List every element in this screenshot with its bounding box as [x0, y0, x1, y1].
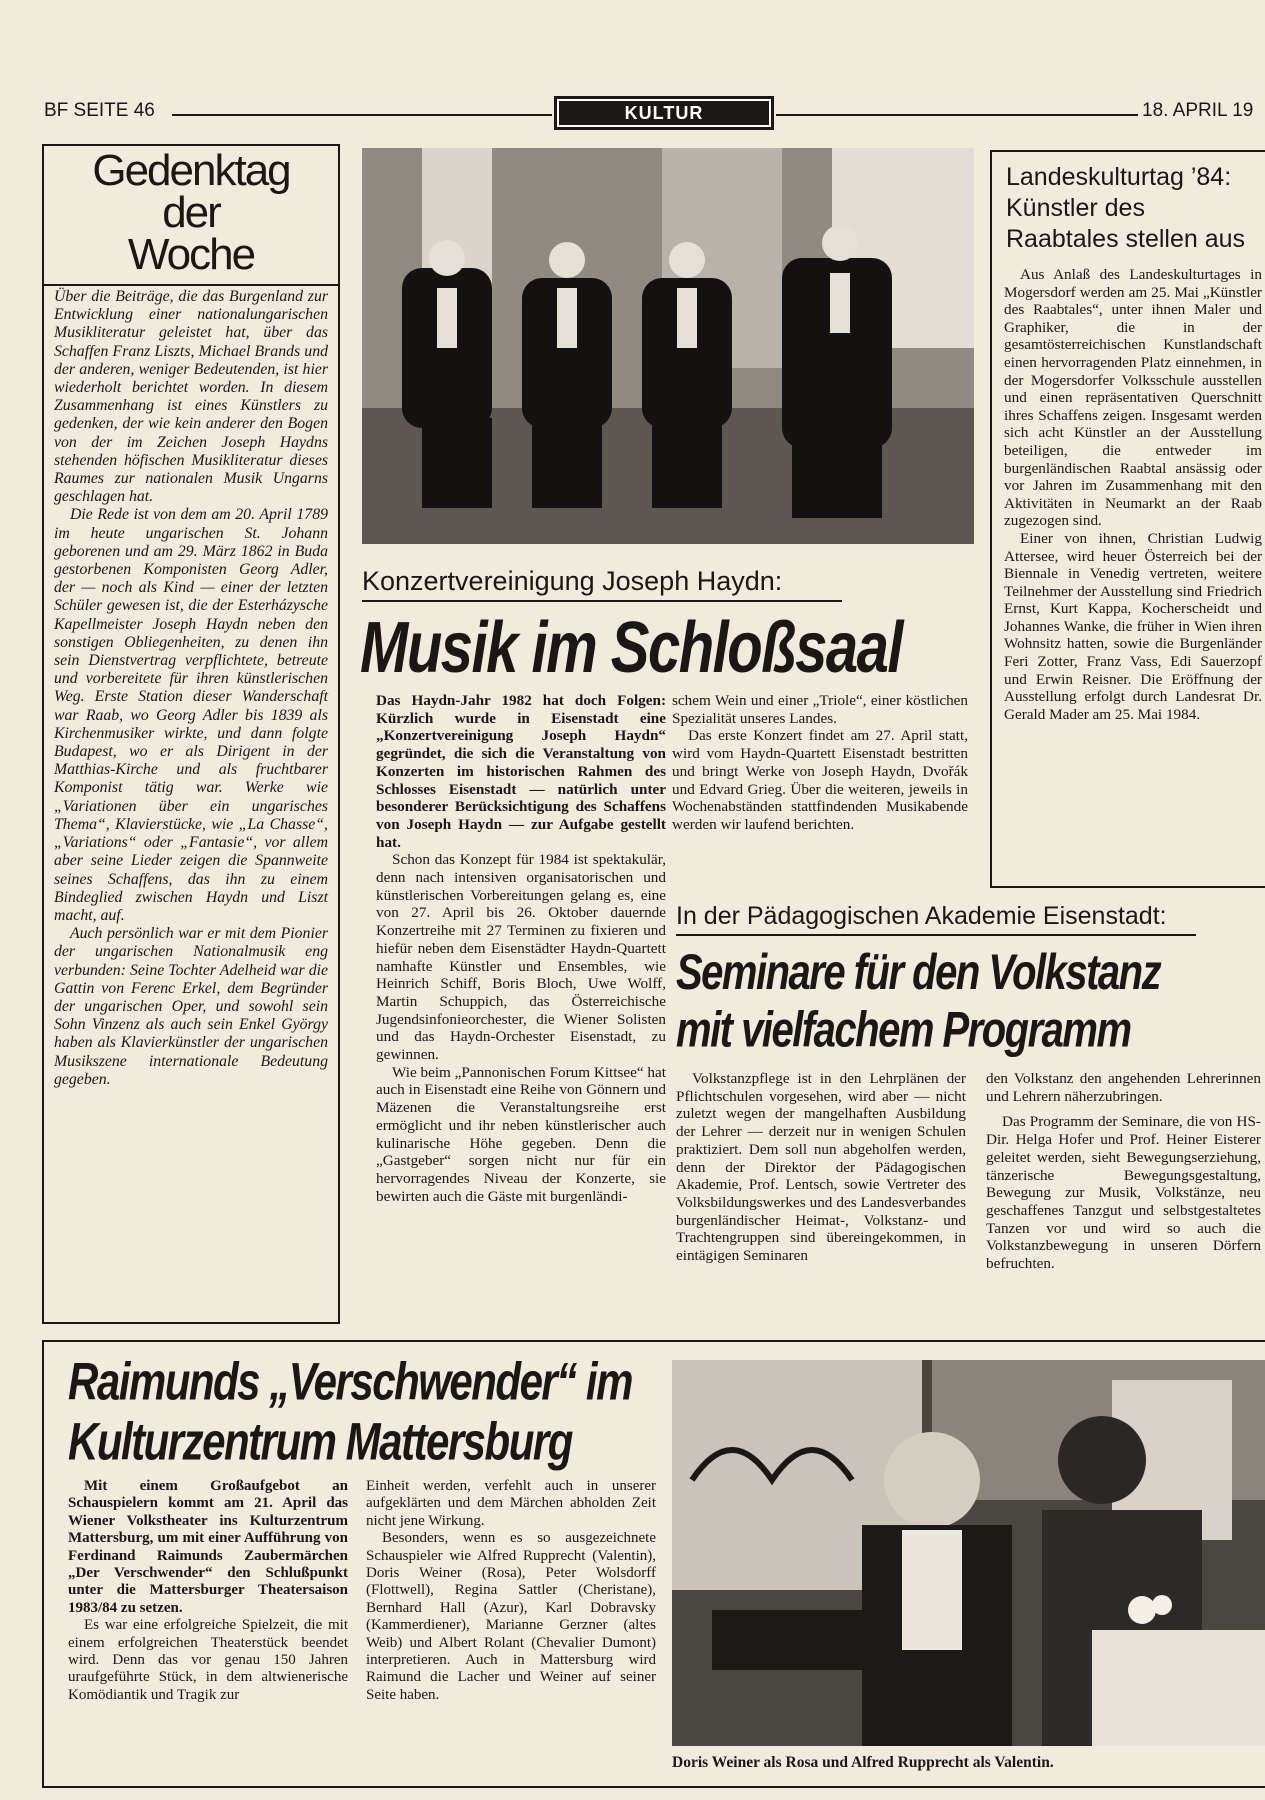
page-date: 18. APRIL 19	[1142, 100, 1254, 121]
volkstanz-paragraph: den Volkstanz den angehenden Lehrerinnen und Lehrern näherzubringen.	[986, 1070, 1261, 1105]
raimund-column-1	[68, 1478, 348, 1704]
raimund-lead: Mit einem Großaufgebot an Schauspielern kommt am 21. April das Wiener Volkstheater ins Kulturzentrum Mattersburg, um mit einer Aufführung von Ferdinand Raimunds Zaubermärchen „Der Verschwender“ den Schlußpunkt unter die Mattersburger Theatersaison 1983/84 zu setzen.	[68, 1478, 348, 1616]
page-number: BF SEITE 46	[44, 100, 155, 121]
theater-photo	[672, 1360, 1265, 1746]
haydn-headline: Musik im Schloßsaal	[360, 607, 903, 689]
gedenktag-body	[54, 288, 328, 1089]
gedenktag-paragraph: Die Rede ist von dem am 20. April 1789 im heute ungarischen St. Johann geborenen und am 29. März 1862 in Buda gestorbenen Komponisten Georg Adler, der — noch als Kind — einer der letzten Schüler gewesen ist, die der Esterházysche Kapellmeister Joseph Haydn neben den sonstigen Obliegenheiten, zu denen ihn sein Dienstvertrag verpflichtete, betreute und vorbereitete für ihren künstlerischen Weg. Erste Station dieser Wanderschaft war Raab, wo Georg Adler bis 1839 als Kirchenmusiker wirkte, und dann folgte Budapest, wo er als Dirigent in der Matthias-Kirche und als fruchtbarer Komponist tätig war. Werke wie „Variationen über ein ungarisches Thema“, Klavierstücke, wie „La Chasse“, „Variations“ oder „Fantasie“, vor allem aber seine Lieder zeigen die Spannweite seines Schaffens, das ihn zu einem Bindeglied zwischen Haydn und Liszt macht, auf.	[54, 506, 328, 924]
theater-photo-image	[672, 1360, 1265, 1746]
volkstanz-headline-line2: mit vielfachem Programm	[676, 1002, 1131, 1058]
gedenktag-paragraph: Über die Beiträge, die das Burgenland zur Entwicklung einer nationalungarischen Musikliteratur geleistet hat, über das Schaffen Franz Liszts, Michael Brands und der anderen, weniger Bedeutenden, ist hier wiederholt berichtet worden. In diesem Zusammenhang ist eines Künstlers zu gedenken, der wie kein anderer den Bogen von der im Zeichen Joseph Haydns stehenden höfischen Musikliteratur dieses Raumes zur nationalen Musik Ungarns geschlagen hat.	[54, 288, 328, 506]
theater-photo-caption: Doris Weiner als Rosa und Alfred Rupprecht als Valentin.	[672, 1754, 1054, 1771]
volkstanz-paragraph: Volkstanzpflege ist in den Lehrplänen der Pflichtschulen vorgesehen, wird aber — nicht zuletzt wegen der mangelhaften Ausbildung der Lehrer — derzeit nur in wenigen Schulen praktiziert. Dem soll nun abgeholfen werden, denn der Direktor der Pädagogischen Akademie, Prof. Lentsch, sowie Vertreter des Volksbildungswerkes und des Landesverbandes burgenländischer Heimat-, Volkstanz- und Trachtengruppen sind übereingekommen, in eintägigen Seminaren	[676, 1070, 966, 1265]
haydn-kicker: Konzertvereinigung Joseph Haydn:	[362, 566, 783, 596]
raimund-headline-line2: Kulturzentrum Mattersburg	[68, 1412, 572, 1471]
section-label-text: KULTUR	[559, 101, 769, 125]
raimund-paragraph: Es war eine erfolgreiche Spielzeit, die mit einem erfolgreichen Theaterstück beendet wird. Denn das vor genau 150 Jahren uraufgeführte Stück, in dem altwienerische Komödiantik und Tragik zur	[68, 1617, 348, 1703]
landeskulturtag-headline: Landeskulturtag ’84: Künstler des Raabtales stellen aus	[1006, 163, 1246, 253]
gedenktag-box	[42, 144, 340, 1324]
volkstanz-kicker: In der Pädagogischen Akademie Eisenstadt:	[676, 902, 1167, 930]
haydn-kicker-rule	[362, 600, 842, 602]
haydn-paragraph: Wie beim „Pannonischen Forum Kittsee“ hat auch in Eisenstadt eine Reihe von Gönnern und Mäzenen die Veranstaltungsreihe erst ermöglicht und ihr neben künstlerischer auch kulinarische Höhe gegeben. Denn die „Gastgeber“ sorgen nicht nur für ein hervorragendes Niveau der Konzerte, sie bewirten auch die Gäste mit burgenländi-	[376, 1063, 666, 1205]
haydn-lead: Das Haydn-Jahr 1982 hat doch Folgen: Kürzlich wurde in Eisenstadt eine „Konzertvereinigung Joseph Haydn“ gegründet, die sich die Veranstaltung von Konzerten im historischen Rahmen des Schlosses Eisenstadt — natürlich unter besonderer Berücksichtigung des Schaffens von Joseph Haydn — zur Aufgabe gestellt hat.	[376, 692, 666, 851]
gedenktag-title-line3: Woche	[127, 230, 255, 279]
volkstanz-kicker-rule	[676, 934, 1196, 936]
volkstanz-column-2	[986, 1070, 1261, 1273]
section-label	[554, 96, 774, 130]
landeskulturtag-paragraph: Aus Anlaß des Landeskulturtages in Mogersdorf werden am 25. Mai „Künstler des Raabtales“, unter ihnen Maler und Graphiker, die in der gesamtösterreichischen Kunstlandschaft einen hervorragenden Platz einnehmen, in der Mogersdorfer Volksschule ausstellen und einen repräsentativen Querschnitt ihres Schaffens zeigen. Insgesamt werden sich acht Künstler an der Ausstellung beteiligen, die entweder im burgenländischen Raabtal ansässig oder vor Jahren im Zusammenhang mit den Aktivitäten in Neumarkt an der Raab zugezogen sind.	[1004, 266, 1262, 530]
volkstanz-headline	[676, 944, 1236, 1059]
volkstanz-column-1	[676, 1070, 966, 1265]
landeskulturtag-box	[990, 150, 1265, 888]
gedenktag-paragraph: Auch persönlich war er mit dem Pionier der ungarischen Nationalmusik eng verbunden: Seine Tochter Adelheid war die Gattin von Ferenc Erkel, dem Begründer der ungarischen Oper, und sowohl sein Sohn Vinzenz als auch sein Enkel György haben als Klavierkünstler der ungarischen Musikszene internationale Bedeutung gegeben.	[54, 925, 328, 1088]
raimund-headline	[68, 1352, 668, 1472]
header-rule-left	[172, 114, 552, 116]
gedenktag-title-line1: Gedenktag	[92, 146, 290, 195]
raimund-box	[42, 1340, 1265, 1788]
landeskulturtag-paragraph: Einer von ihnen, Christian Ludwig Attersee, wird heuer Österreich bei der Biennale in Venedig vertreten, weitere Teilnehmer der Ausstellung sind Friedrich Ernst, Kurt Kappa, Kocherscheidt und Johannes Wanke, die früher in Wien ihren Wohnsitz hatten, sowie die Burgenländer Feri Zotter, Franz Vass, Edi Sauerzopf und Erwin Reisner. Die Eröffnung der Ausstellung erfolgt durch Landesrat Dr. Gerald Mader am 25. Mai 1984.	[1004, 529, 1262, 723]
haydn-column-2	[672, 692, 968, 834]
raimund-paragraph: Einheit werden, verfehlt auch in unserer aufgeklärten und dem Märchen abholden Zeit nicht jene Wirkung.	[366, 1478, 656, 1529]
header-rule-right	[776, 114, 1138, 116]
raimund-headline-line1: Raimunds „Verschwender“ im	[68, 1352, 632, 1411]
haydn-paragraph: schem Wein und einer „Triole“, einer köstlichen Spezialität unseres Landes.	[672, 692, 968, 727]
raimund-column-2	[366, 1478, 656, 1704]
quartet-photo-image	[362, 148, 974, 544]
haydn-paragraph: Schon das Konzept für 1984 ist spektakulär, denn nach intensiven organisatorischen und künstlerischen Vorbereitungen gelang es, eine von 27. April bis 26. Oktober dauernde Konzertreihe mit 27 Terminen zu fixieren und hiefür neben dem Eisenstädter Haydn-Quartett namhafte Künstler und Ensembles, wie Heinrich Schiff, Boris Bloch, Uwe Wolff, Martin Schuppich, das Österreichische Jugendsinfonieorchester, die Wiener Solisten und das Haydn-Orchester Eisenstadt, zu gewinnen.	[376, 851, 666, 1064]
landeskulturtag-body	[1004, 266, 1262, 723]
gedenktag-title-line2: der	[162, 188, 220, 237]
haydn-column-1	[376, 692, 666, 1205]
raimund-paragraph: Besonders, wenn es so ausgezeichnete Schauspieler wie Alfred Rupprecht (Valentin), Doris Weiner (Rosa), Peter Wolsdorff (Flottwell), Regina Sattler (Cheristane), Bernhard Hall (Azur), Karl Dobravsky (Kammerdiener), Marianne Gerzner (altes Weib) und Albert Rolant (Chevalier Dumont) interpretieren. Auch in Mattersburg wird Raimund die Lacher und Weiner auf seiner Seite haben.	[366, 1530, 656, 1703]
haydn-paragraph: Das erste Konzert findet am 27. April statt, wird vom Haydn-Quartett Eisenstadt bestritten und bringt Werke von Joseph Haydn, Dvořák und Edvard Grieg. Über die weiteren, jeweils in Wochenabständen stattfindenden Musikabende werden wir laufend berichten.	[672, 727, 968, 833]
volkstanz-paragraph: Das Programm der Seminare, die von HS-Dir. Helga Hofer und Prof. Heiner Eisterer geleitet werden, sieht Bewegungserziehung, tänzerische Bewegungsgestaltung, Bewegung zur Musik, Volkstänze, neu geschaffenes Tanzgut und selbstgestaltetes Tanzen vor und wird so auch die Volkstanzbewegung in unseren Dörfern befruchten.	[986, 1113, 1261, 1273]
quartet-photo	[362, 148, 974, 544]
gedenktag-title	[44, 146, 338, 286]
volkstanz-headline-line1: Seminare für den Volkstanz	[676, 945, 1161, 1001]
